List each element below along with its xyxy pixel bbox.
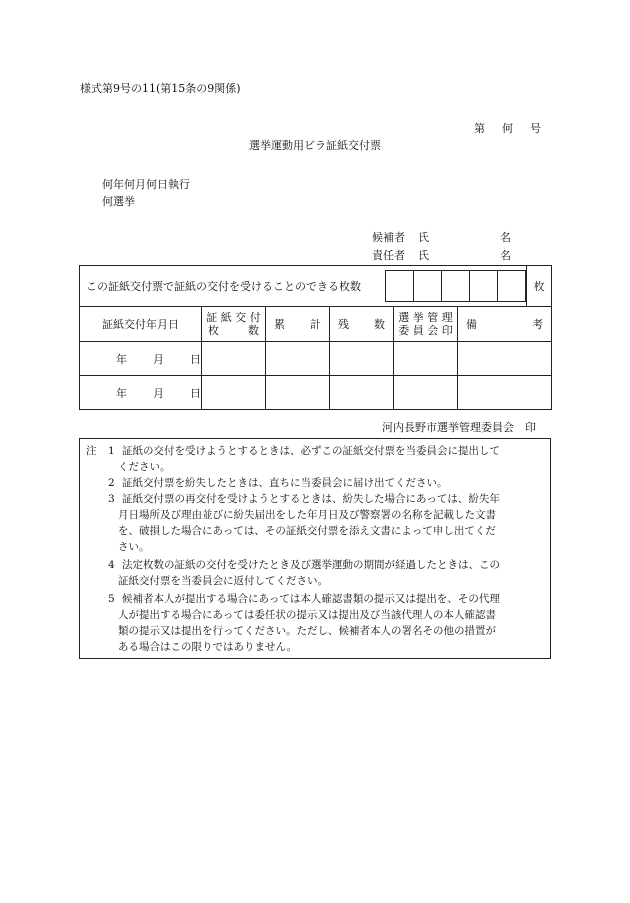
digit-box[interactable] [497,270,526,302]
remaining-cell[interactable] [330,376,394,410]
seal-cell[interactable] [394,376,458,410]
note-2-line-1: 証紙交付票を紛失したときは、直ちに当委員会に届け出てください。 [122,477,448,489]
election-date: 何年何月何日執行 [102,178,190,191]
note-4-line-1: 法定枚数の証紙の交付を受けたとき及び選挙運動の期間が経過したときは、この [122,559,500,571]
cumulative-cell[interactable] [266,376,330,410]
seal-cell[interactable] [394,342,458,376]
name-label: 名 [500,249,511,262]
header-seal-line2: 委 員 会 印 [398,324,453,337]
responsible-role-label: 責任者 [372,249,405,262]
header-cumulative [266,307,330,342]
year-label: 年 [116,352,127,366]
digit-box[interactable] [441,270,470,302]
table-row [80,376,552,410]
capacity-digit-boxes[interactable] [386,270,526,302]
date-cell[interactable] [80,376,202,410]
candidate-role-label: 候補者 [372,231,405,244]
notes-label: 注 [86,445,97,457]
note-5-line-1: 候補者本人が提出する場合にあっては本人確認書類の提示又は提出を、その代理 [122,593,500,605]
remarks-cell[interactable] [458,376,552,410]
capacity-row [80,266,552,307]
note-3-line-1: 証紙交付票の再交付を受けようとするときは、紛失した場合にあっては、紛失年 [122,493,500,505]
note-5-line-2: 人が提出する場合にあっては委任状の提示又は提出及び当該代理人の本人確認書 [118,609,496,621]
cumulative-cell[interactable] [266,342,330,376]
note-5-line-3: 類の提示又は提出を行ってください。ただし、候補者本人の署名その他の措置が [118,625,496,637]
name-label: 名 [500,231,511,244]
note-number: 5 [108,593,115,605]
header-seal-line1: 選 挙 管 理 [398,311,453,324]
table-row [80,342,552,376]
header-remarks-a: 備 [466,318,477,331]
committee-seal-line: 河内長野市選挙管理委員会 印 [382,421,536,434]
responsible-signature-line [372,247,517,261]
issued-cell[interactable] [202,376,266,410]
note-5-line-4: ある場合はこの限りではありません。 [118,641,298,653]
remaining-cell[interactable] [330,342,394,376]
header-remaining-a: 残 [338,318,349,331]
document-title: 選挙運動用ビラ証紙交付票 [249,139,381,152]
note-number: 4 [108,559,115,571]
header-remarks-b: 考 [532,318,544,331]
note-number: 1 [108,445,115,457]
election-name: 何選挙 [102,195,135,208]
note-4-line-2: 証紙交付票を当委員会に返付してください。 [118,575,328,587]
capacity-label: この証紙交付票で証紙の交付を受けることのできる枚数 [86,280,361,293]
form-identifier: 様式第9号の11(第15条の9関係) [80,82,241,95]
header-remaining-b: 数 [374,318,385,331]
header-cumulative-a: 累 [274,318,285,331]
month-label: 月 [153,352,164,366]
year-label: 年 [116,386,127,400]
digit-box[interactable] [385,270,414,302]
header-issued-a: 枚 [208,324,219,337]
header-date: 証紙交付年月日 [80,307,202,342]
note-1-line-2: ください。 [118,461,171,473]
header-remaining [330,307,394,342]
table-header-row [80,307,552,342]
digit-box[interactable] [413,270,442,302]
surname-label: 氏 [418,231,429,244]
header-issued [202,307,266,342]
capacity-unit: 枚 [526,266,551,306]
day-label: 日 [190,352,201,366]
notes-box [79,438,551,659]
note-1-line-1: 証紙の交付を受けようとするときは、必ずこの証紙交付票を当委員会に提出して [122,445,500,457]
candidate-signature-line [372,229,517,243]
header-seal [394,307,458,342]
note-number: 2 [108,477,115,489]
note-3-line-2: 月日場所及び理由並びに紛失届出をした年月日及び警察署の名称を記載した文書 [118,509,496,521]
header-issued-b: 数 [248,324,259,337]
note-3-line-3: を、破損した場合にあっては、その証紙交付票を添え文書によって申し出てくだ [118,525,496,537]
month-label: 月 [153,386,164,400]
remarks-cell[interactable] [458,342,552,376]
header-remarks [458,307,552,342]
header-cumulative-b: 計 [310,318,321,331]
date-cell[interactable] [80,342,202,376]
issued-cell[interactable] [202,342,266,376]
note-3-line-4: さい。 [118,541,150,553]
header-issued-line1: 証 紙 交 付 [206,311,261,324]
note-number: 3 [108,493,115,505]
day-label: 日 [190,386,201,400]
digit-box[interactable] [469,270,498,302]
surname-label: 氏 [418,249,429,262]
document-number: 第 何 号 [474,122,544,135]
voucher-table [79,265,552,410]
